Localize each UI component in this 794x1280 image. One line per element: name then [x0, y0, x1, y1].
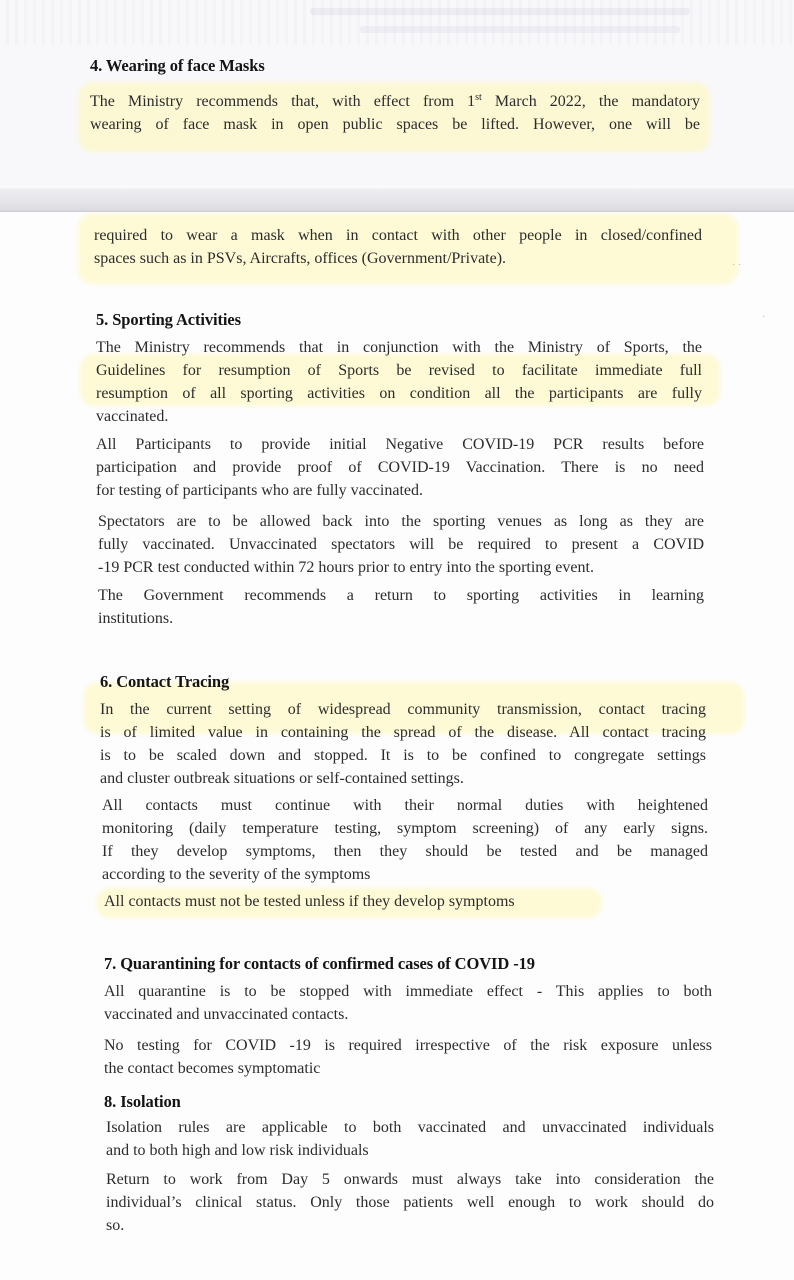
text-line — [90, 90, 700, 113]
section-5-paragraph-4 — [98, 584, 704, 630]
faded-line — [310, 8, 690, 15]
superscript: st — [475, 92, 482, 103]
text-line: spaces such as in PSVs, Aircrafts, offices (Government/Private). — [94, 250, 507, 267]
text-line: No testing for COVID -19 is required irrespective of the risk exposure unless — [104, 1037, 712, 1054]
section-heading-4: 4. Wearing of face Masks — [90, 56, 265, 75]
text-line: All contacts must not be tested unless if they develop symptoms — [104, 893, 515, 910]
faded-line — [360, 26, 680, 33]
document-page-top — [0, 0, 794, 186]
scan-speck: · · — [732, 260, 742, 271]
text-line: institutions. — [98, 610, 174, 627]
text-line: is of limited value in containing the spread of the disease. All contact tracing — [100, 724, 706, 741]
section-8-paragraph-1 — [106, 1116, 714, 1162]
section-heading-7: 7. Quarantining for contacts of confirmed cases of COVID -19 — [104, 954, 535, 973]
section-5-paragraph-1 — [96, 336, 702, 428]
bleed-through-text — [0, 0, 794, 45]
text-line: and to both high and low risk individuals — [106, 1142, 369, 1159]
section-6-paragraph-1 — [100, 698, 706, 790]
section-6-paragraph-2 — [102, 794, 708, 886]
text-line: The Government recommends a return to sporting activities in learning — [98, 587, 704, 604]
section-4-paragraph-part1 — [90, 90, 700, 136]
text-line: individual’s clinical status. Only those patients well enough to work should do — [106, 1194, 714, 1211]
section-5-paragraph-2 — [96, 433, 704, 502]
text-line: according to the severity of the symptoms — [102, 866, 371, 883]
text-line: -19 PCR test conducted within 72 hours prior to entry into the sporting event. — [98, 559, 594, 576]
text-line: Isolation rules are applicable to both vaccinated and unvaccinated individuals — [106, 1119, 714, 1136]
text-run: March 2022, the mandatory — [481, 93, 700, 110]
document-page-bottom — [0, 212, 794, 1280]
text-line: is to be scaled down and stopped. It is to be confined to congregate settings — [100, 747, 706, 764]
text-line: Guidelines for resumption of Sports be revised to facilitate immediate full — [96, 362, 702, 379]
text-line: vaccinated and unvaccinated contacts. — [104, 1006, 349, 1023]
text-line: All quarantine is to be stopped with immediate effect - This applies to both — [104, 983, 712, 1000]
text-line: participation and provide proof of COVID-19 Vaccination. There is no need — [96, 459, 704, 476]
section-heading-8: 8. Isolation — [104, 1092, 181, 1111]
text-line: In the current setting of widespread community transmission, contact tracing — [100, 701, 706, 718]
text-run: The Ministry recommends that, with effect from 1 — [90, 93, 476, 110]
text-line: monitoring (daily temperature testing, symptom screening) of any early signs. — [102, 820, 708, 837]
section-7-paragraph-2 — [104, 1034, 712, 1080]
text-line: and cluster outbreak situations or self-contained settings. — [100, 770, 464, 787]
text-line: If they develop symptoms, then they should be tested and be managed — [102, 843, 708, 860]
text-line: for testing of participants who are fully vaccinated. — [96, 482, 423, 499]
text-line: resumption of all sporting activities on condition all the participants are fully — [96, 385, 702, 402]
section-heading-6: 6. Contact Tracing — [100, 672, 230, 691]
page-separator — [0, 186, 794, 212]
text-line: the contact becomes symptomatic — [104, 1060, 321, 1077]
section-8-paragraph-2 — [106, 1168, 714, 1237]
section-heading-5: 5. Sporting Activities — [96, 310, 241, 329]
text-line: The Ministry recommends that in conjunction with the Ministry of Sports, the — [96, 339, 702, 356]
text-line: fully vaccinated. Unvaccinated spectators will be required to present a COVID — [98, 536, 704, 553]
text-line: All contacts must continue with their normal duties with heightened — [102, 797, 708, 814]
text-line: vaccinated. — [96, 408, 169, 425]
section-5-paragraph-3 — [98, 510, 704, 579]
text-line: Spectators are to be allowed back into the sporting venues as long as they are — [98, 513, 704, 530]
text-line: so. — [106, 1217, 125, 1234]
section-7-paragraph-1 — [104, 980, 712, 1026]
text-line: wearing of face mask in open public spaces be lifted. However, one will be — [90, 116, 700, 133]
section-4-paragraph-part2 — [94, 224, 702, 270]
text-line: required to wear a mask when in contact with other people in closed/confined — [94, 227, 702, 244]
section-6-paragraph-3 — [104, 890, 704, 913]
text-line: Return to work from Day 5 onwards must always take into consideration the — [106, 1171, 714, 1188]
text-line: All Participants to provide initial Negative COVID-19 PCR results before — [96, 436, 704, 453]
scan-speck: · — [762, 312, 766, 323]
